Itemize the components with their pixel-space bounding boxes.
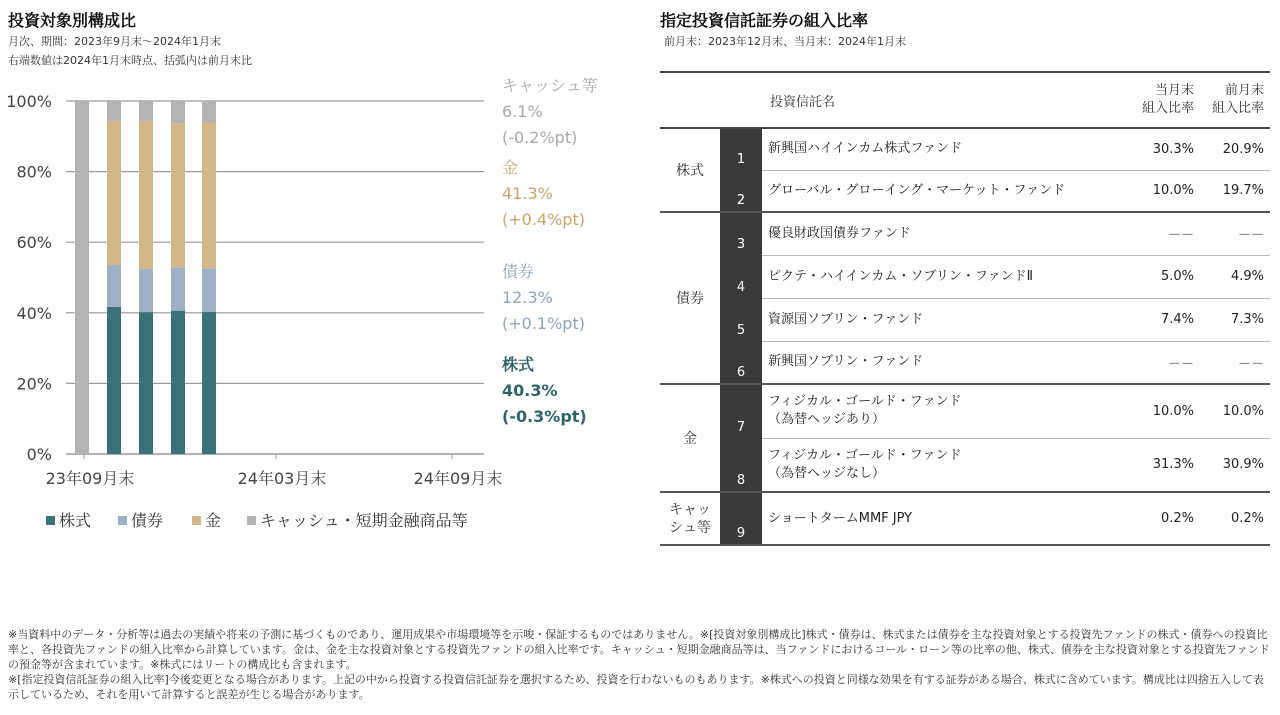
table-row	[660, 255, 1270, 298]
header-fund-name: 投資信託名	[762, 72, 1132, 128]
right-label-value: 40.3%	[502, 381, 558, 400]
x-tick-label: 24年03月末	[237, 469, 327, 488]
footnotes	[8, 627, 1272, 702]
fund-name: 資源国ソブリン・ファンド	[762, 298, 1132, 341]
current-ratio: 5.0%	[1132, 255, 1200, 298]
current-ratio: 0.2%	[1132, 492, 1200, 545]
bar-segment	[139, 269, 153, 312]
right-label-value: 41.3%	[502, 184, 553, 203]
previous-ratio: 4.9%	[1200, 255, 1270, 298]
fund-name: ピクテ・ハイインカム・ソブリン・ファンドⅡ	[762, 255, 1132, 298]
legend-swatch	[192, 516, 201, 525]
legend-label: キャッシュ・短期金融商品等	[260, 511, 468, 530]
table-row	[660, 170, 1270, 212]
bar-segment	[202, 312, 216, 454]
legend-label: 株式	[59, 511, 92, 530]
bar-segment	[202, 101, 216, 123]
table-row	[660, 438, 1270, 492]
right-label-change: (+0.4%pt)	[502, 210, 585, 229]
right-label-change: (-0.2%pt)	[502, 128, 578, 147]
y-tick-label: 0%	[26, 445, 52, 464]
fund-number: 9	[720, 492, 762, 545]
legend-swatch	[118, 516, 127, 525]
right-label-change: (-0.3%pt)	[502, 407, 587, 426]
previous-ratio: 30.9%	[1200, 438, 1270, 492]
right-label-value: 6.1%	[502, 102, 543, 121]
previous-ratio: －－	[1200, 212, 1270, 255]
previous-ratio: 20.9%	[1200, 128, 1270, 170]
x-tick-label: 23年09月末	[45, 469, 135, 488]
bar-segment	[107, 101, 121, 121]
footnote-1: ※当資料中のデータ・分析等は過去の実績や将来の予測に基づくものであり、運用成果や市場環境等を示唆・保証するものではありません。※[投資対象別構成比]株式・債券は、株式または債券を主な投資対象とする投資先ファンドの株式・債券への投資比率と、各投資先ファンドの組入比率から計算しています。金は、金を主な投資対象とする投資先ファンドの組入比率です。キャッシュ・短期金融商品等は、当ファンドにおけるコール・ローン等の比率の他、株式、債券を主な投資対象とする投資先ファンドの預金等が含まれています。※株式にはリートの構成比も含まれます。	[8, 628, 1270, 671]
previous-ratio: －－	[1200, 341, 1270, 384]
fund-allocation-table	[660, 71, 1270, 546]
bar-segment	[171, 311, 185, 454]
previous-ratio: 7.3%	[1200, 298, 1270, 341]
legend-label: 債券	[131, 511, 164, 530]
fund-number: 3	[720, 212, 762, 255]
fund-number: 2	[720, 170, 762, 212]
category-gold: 金	[660, 384, 720, 492]
category-cash: キャッ シュ等	[660, 492, 720, 545]
table-row	[660, 128, 1270, 170]
bar-segment	[107, 121, 121, 265]
x-tick-label: 24年09月末	[413, 469, 503, 488]
fund-name: 優良財政国債券ファンド	[762, 212, 1132, 255]
y-tick-label: 100%	[6, 92, 52, 111]
current-ratio: 10.0%	[1132, 170, 1200, 212]
legend-label: 金	[205, 511, 222, 530]
bar-segment	[202, 123, 216, 269]
fund-number: 6	[720, 341, 762, 384]
table-subtitle: 前月末：2023年12月末、当月末：2024年1月末	[664, 35, 906, 48]
y-tick-label: 40%	[16, 303, 52, 323]
footnote-2: ※[指定投資信託証券の組入比率]今後変更となる場合があります。上記の中から投資する投資信託証券を選択するため、投資を行わないものもあります。※株式への投資と同様な効果を有する証券がある場合、株式に含めています。構成比は四捨五入して表示しているため、それを用いて計算すると誤差が生じる場合があります。	[8, 673, 1264, 701]
current-ratio: 30.3%	[1132, 128, 1200, 170]
table-row	[660, 212, 1270, 255]
right-label-value: 12.3%	[502, 288, 553, 307]
bar-segment	[107, 264, 121, 306]
legend-swatch	[247, 516, 256, 525]
bar-segment	[171, 123, 185, 267]
bar-segment	[139, 121, 153, 269]
table-row	[660, 298, 1270, 341]
bar-segment	[75, 101, 89, 454]
header-previous-ratio: 前月末 組入比率	[1200, 72, 1270, 128]
header-current-ratio: 当月末 組入比率	[1132, 72, 1200, 128]
bar-segment	[171, 268, 185, 311]
current-ratio: 7.4%	[1132, 298, 1200, 341]
y-tick-label: 20%	[16, 374, 52, 394]
fund-number: 5	[720, 298, 762, 341]
fund-number: 4	[720, 255, 762, 298]
previous-ratio: 19.7%	[1200, 170, 1270, 212]
table-title: 指定投資信託証券の組入比率	[660, 11, 869, 30]
previous-ratio: 0.2%	[1200, 492, 1270, 545]
right-label-name: 金	[502, 158, 519, 177]
current-ratio: －－	[1132, 212, 1200, 255]
category-bond: 債券	[660, 212, 720, 384]
previous-ratio: 10.0%	[1200, 384, 1270, 438]
chart-subtitle-note: 右端数値は2024年1月末時点、括弧内は前月末比	[8, 54, 252, 67]
table-row	[660, 492, 1270, 545]
fund-name: 新興国ハイインカム株式ファンド	[762, 128, 1132, 170]
right-label-name: 債券	[502, 262, 535, 281]
chart-title: 投資対象別構成比	[8, 11, 137, 30]
chart-subtitle-period: 月次、期間：2023年9月末～2024年1月末	[8, 35, 221, 48]
fund-number: 1	[720, 128, 762, 170]
bar-segment	[107, 307, 121, 454]
fund-number: 8	[720, 438, 762, 492]
category-stock: 株式	[660, 128, 720, 212]
right-label-name: キャッシュ等	[502, 76, 598, 95]
composition-chart	[0, 75, 640, 545]
header-category	[660, 72, 720, 128]
fund-name: フィジカル・ゴールド・ファンド （為替ヘッジなし）	[762, 438, 1132, 492]
bar-segment	[171, 101, 185, 123]
table-row	[660, 341, 1270, 384]
table-row	[660, 384, 1270, 438]
current-ratio: 31.3%	[1132, 438, 1200, 492]
header-number	[720, 72, 762, 128]
right-label-name: 株式	[502, 355, 535, 374]
fund-number: 7	[720, 384, 762, 438]
y-tick-label: 60%	[16, 233, 52, 253]
fund-name: ショートタームMMF JPY	[762, 492, 1132, 545]
right-label-change: (+0.1%pt)	[502, 314, 585, 333]
bar-segment	[202, 268, 216, 311]
current-ratio: 10.0%	[1132, 384, 1200, 438]
legend-swatch	[46, 516, 55, 525]
y-tick-label: 80%	[16, 162, 52, 182]
fund-name: グローバル・グローイング・マーケット・ファンド	[762, 170, 1132, 212]
current-ratio: －－	[1132, 341, 1200, 384]
fund-name: 新興国ソブリン・ファンド	[762, 341, 1132, 384]
bar-segment	[139, 312, 153, 454]
fund-name: フィジカル・ゴールド・ファンド （為替ヘッジあり）	[762, 384, 1132, 438]
table-header-row	[660, 72, 1270, 128]
bar-segment	[139, 101, 153, 121]
